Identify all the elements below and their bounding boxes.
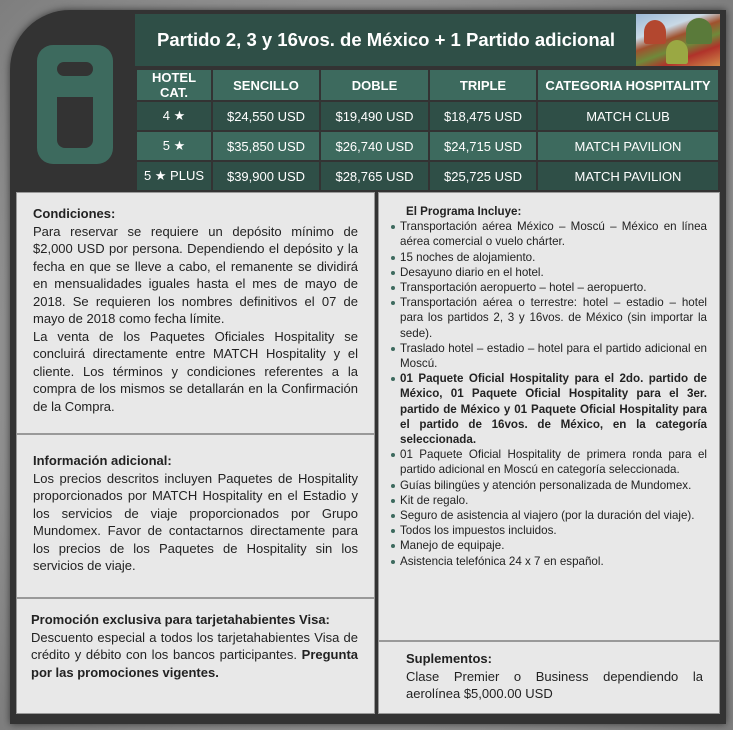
info-title: Información adicional: bbox=[33, 453, 172, 468]
table-row bbox=[136, 161, 719, 191]
table-header-row bbox=[136, 69, 719, 101]
promo-body: Descuento especial a todos los tarjetahabientes Visa de crédito y débito con los bancos participantes. bbox=[31, 629, 358, 662]
cell: $28,765 USD bbox=[320, 161, 429, 191]
condiciones-text: Para reservar se requiere un depósito mínimo de $2,000 USD por persona. Dependiendo el depósito y la fecha en que se lleve a cabo, el remanente se dividirá en mensualidades iguales hasta el mes de mayo de 2018. Se requieren los nombres definitivos el 07 de mayo de 2018 como fecha límite. bbox=[33, 223, 358, 326]
cell: $24,715 USD bbox=[429, 131, 537, 161]
cell: $24,550 USD bbox=[212, 101, 320, 131]
list-item: Kit de regalo. bbox=[390, 493, 707, 508]
suplementos-text: Clase Premier o Business dependiendo la aerolínea $5,000.00 USD bbox=[406, 668, 703, 701]
page-title: Partido 2, 3 y 16vos. de México + 1 Partido adicional bbox=[135, 14, 636, 66]
list-item: Seguro de asistencia al viajero (por la duración del viaje). bbox=[390, 508, 707, 523]
list-item: 01 Paquete Oficial Hospitality para el 2do. partido de México, 01 Paquete Oficial Hospitality para el 3er. partido de México y 01 Paquete Oficial Hospitality para el partido de 16vos. de México, en la categoría seleccionada. bbox=[390, 371, 707, 447]
cell: 4 ★ bbox=[136, 101, 212, 131]
programa-title: El Programa Incluye: bbox=[406, 205, 522, 218]
col-header: HOTEL CAT. bbox=[136, 69, 212, 101]
list-item: Transportación aeropuerto – hotel – aeropuerto. bbox=[390, 280, 707, 295]
cell: MATCH PAVILION bbox=[537, 161, 719, 191]
list-item: Guías bilingües y atención personalizada de Mundomex. bbox=[390, 478, 707, 493]
suplementos-panel bbox=[378, 641, 720, 714]
cell: $19,490 USD bbox=[320, 101, 429, 131]
cell: $18,475 USD bbox=[429, 101, 537, 131]
col-header: DOBLE bbox=[320, 69, 429, 101]
cell: 5 ★ bbox=[136, 131, 212, 161]
list-item: Desayuno diario en el hotel. bbox=[390, 265, 707, 280]
logo-icon bbox=[37, 45, 113, 164]
info-text: Los precios descritos incluyen Paquetes de Hospitality proporcionados por MATCH Hospitality en el Estadio y los servicios de viaje proporcionados por Grupo Mundomex. Favor de contactarnos directamente para los precios de los Paquetes de Hospitality sin los servicios de viaje. bbox=[33, 470, 358, 573]
info-panel bbox=[16, 434, 375, 598]
condiciones-text-2: La venta de los Paquetes Oficiales Hospitality se concluirá directamente entre MATCH Hospitality y el cliente. Los términos y condiciones referentes a la compra de los mismos se detallarán en la Confirmación de la Compra. bbox=[33, 328, 358, 414]
col-header: TRIPLE bbox=[429, 69, 537, 101]
list-item: Manejo de equipaje. bbox=[390, 538, 707, 553]
moscow-cathedral-image bbox=[636, 14, 720, 66]
promo-text bbox=[31, 629, 358, 682]
cell: 5 ★ PLUS bbox=[136, 161, 212, 191]
price-table bbox=[135, 68, 720, 192]
cell: MATCH PAVILION bbox=[537, 131, 719, 161]
list-item: 01 Paquete Oficial Hospitality de primera ronda para el partido adicional en Moscú en categoría seleccionada. bbox=[390, 447, 707, 477]
col-header: SENCILLO bbox=[212, 69, 320, 101]
condiciones-title: Condiciones: bbox=[33, 206, 116, 221]
col-header: CATEGORIA HOSPITALITY bbox=[537, 69, 719, 101]
list-item: Traslado hotel – estadio – hotel para el partido adicional en Moscú. bbox=[390, 341, 707, 371]
list-item: Transportación aérea México – Moscú – México en línea aérea comercial o vuelo chárter. bbox=[390, 219, 707, 249]
list-item: Todos los impuestos incluidos. bbox=[390, 523, 707, 538]
cell: $35,850 USD bbox=[212, 131, 320, 161]
promo-bold: Pregunta por las promociones vigentes. bbox=[31, 647, 358, 680]
cell: MATCH CLUB bbox=[537, 101, 719, 131]
suplementos-title: Suplementos: bbox=[406, 651, 492, 666]
promo-panel bbox=[16, 598, 375, 714]
condiciones-panel bbox=[16, 192, 375, 434]
list-item: Asistencia telefónica 24 x 7 en español. bbox=[390, 554, 707, 569]
programa-panel bbox=[378, 192, 720, 641]
programa-list bbox=[390, 219, 707, 569]
list-item: 15 noches de alojamiento. bbox=[390, 250, 707, 265]
cell: $26,740 USD bbox=[320, 131, 429, 161]
promo-title: Promoción exclusiva para tarjetahabientes Visa: bbox=[31, 612, 330, 627]
table-row bbox=[136, 131, 719, 161]
cell: $25,725 USD bbox=[429, 161, 537, 191]
list-item: Transportación aérea o terrestre: hotel – estadio – hotel para los partidos 2, 3 y 16vos. de México (sin importar la sede). bbox=[390, 295, 707, 341]
cell: $39,900 USD bbox=[212, 161, 320, 191]
table-row bbox=[136, 101, 719, 131]
